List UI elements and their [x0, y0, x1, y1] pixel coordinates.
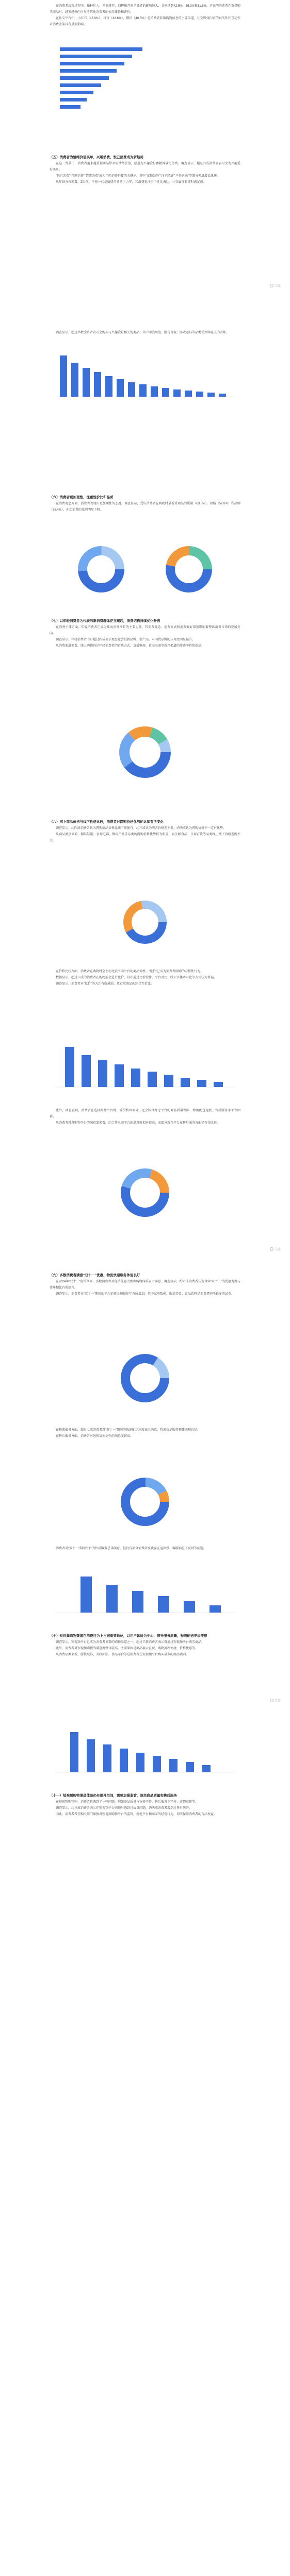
section-heading: （七）以年轻消费者为代表的新消费群体正在崛起，消费结构持续优化升级: [50, 619, 160, 623]
section-8: [0, 1108, 290, 1126]
bar: [60, 98, 87, 101]
paragraph: 调查显示，短视频平台已成为消费者重要的购物渠道之一，超过半数消费者表示曾通过短视频平台购买商品。: [56, 1641, 205, 1644]
bar-chart-figure: [0, 42, 290, 120]
section-heading: （八）网上商品价格与线下价格比较，消费者对网购价格优势的认知有所变化: [50, 820, 164, 824]
donut-chart-figure: [0, 896, 290, 948]
paragraph: 在这一背景下，消费者越来越重视商品带来的情绪价值，愿意为兴趣爱好和精神满足付费。调查显示，超过六成消费者表示会为兴趣爱好买单。: [50, 162, 240, 172]
vertical-bar-chart: [50, 1041, 240, 1092]
bar-chart-figure: [0, 1726, 290, 1777]
paragraph: 调查显示，年轻消费者中有超过四成表示更愿意尝试新品牌、新产品，对国货品牌的认可度明显提升。: [56, 638, 196, 641]
bar: [60, 62, 124, 65]
donut-chart: [50, 896, 240, 948]
paragraph: 从消费渠道来看，线上购物仍是年轻消费者的首选方式，直播电商、社交电商等新兴渠道的渗透率持续提高。: [56, 645, 205, 648]
donut-chart: [170, 551, 207, 588]
paragraph: 调查显示，消费者在“双十一”期间的平均消费金额较往年有所增加，其中家电数码、服装美妆、食品饮料是消费者购买最多的品类。: [56, 1293, 234, 1296]
paragraph: 数据显示，超过六成的消费者在购物前会进行比价，其中通过比价软件、平台对比、线下实体店对比等方式较为普遍。: [56, 976, 217, 979]
donut-chart-figure: [0, 1473, 290, 1530]
section-7: [0, 969, 290, 987]
paragraph: 从消费品类来看，服装配饰、美妆护肤、食品零食等是消费者在短视频平台购买最多的商品类别。: [56, 1653, 189, 1656]
paragraph: 消费者对“双十一”期间平台的售后服务总体满意，但仍有部分消费者反映存在退款慢、客服响应不及时等问题。: [56, 1547, 206, 1550]
horizontal-bar-chart: [50, 42, 240, 120]
donut-chart-figure: [0, 721, 290, 783]
bar: [60, 76, 109, 80]
paragraph: 此外，消费者对短视频购物的满意度整体较高，主要原因是商品展示直观、购物流程便捷、价格优惠等。: [56, 1647, 199, 1650]
paragraph: 在社交平台中，小红书（47.9%）、抖音（43.6%）、微信（40.5%）是消费者获取购物信息的主要渠道，社交媒体内容的真实性和互动性对消费决策具有重要影响。: [50, 17, 240, 26]
donut-chart: [83, 551, 120, 588]
donut-chart-pair: [50, 541, 240, 598]
bar: [60, 91, 93, 94]
paragraph: “悦己消费”“兴趣消费”“情绪消费”成为年轻消费群体的关键词，其中“宠物经济”“谷子经济”“户外运动”等细分领域增长迅速。: [56, 175, 220, 178]
bar-chart-figure: [0, 1571, 290, 1618]
paragraph: 从年龄分布来看，Z世代、千禧一代是情绪消费的主力军，其消费更注重个性化表达、社交属性和即时满足感。: [56, 181, 206, 184]
section-1: [0, 3, 290, 28]
bar: [60, 83, 101, 87]
donut-chart: [50, 1350, 240, 1406]
paragraph: 在消费观念方面，消费者表现出更加理性的态度。调查显示，受访消费者在购物时最看重商品的质量（63.5%）、价格（52.8%）和品牌（38.4%），冲动消费的比例明显下降。: [50, 502, 240, 512]
section-heading: （六）消费者更加理性，注重性价比和品质: [50, 496, 114, 499]
section-13: [0, 1793, 290, 1818]
vertical-bar-chart: [50, 1726, 240, 1777]
bar-chart-figure: [0, 350, 290, 402]
donut-chart: [50, 721, 240, 783]
section-heading: （十一）短视频购物渠道体验仍有提升空间，需要加强监管，规范商品质量和售后服务: [50, 1794, 177, 1798]
logo-icon: [270, 1699, 273, 1702]
section-3: [0, 330, 290, 336]
vertical-bar-chart: [50, 1571, 240, 1618]
paragraph: 在价格比较方面，消费者在购物时会主动比较不同平台的商品价格，“比价”已成为消费者网购的习惯性行为。: [56, 970, 203, 973]
watermark: 艾媒: [257, 1247, 281, 1253]
section-5: [0, 618, 290, 649]
donut-chart: [50, 1473, 240, 1530]
bar: [60, 69, 117, 73]
section-4: [0, 495, 290, 513]
section-9: [0, 1273, 290, 1297]
paragraph: 此外，调查发现，消费者在选择购物平台时，除价格因素外，还会综合考虑平台的商品质量保障、物流配送速度、售后服务水平等因素。: [50, 1109, 240, 1118]
watermark: 艾媒: [257, 283, 281, 290]
paragraph: 因此，消费者希望相关部门加强对短视频购物平台的监管，规范平台和商家的经营行为，切实保障消费者的合法权益。: [56, 1813, 217, 1816]
donut-chart-figure: [0, 541, 290, 598]
donut-chart: [50, 1164, 240, 1221]
donut-chart-figure: [0, 1350, 290, 1406]
paragraph: 调查显示，约四成消费者认为网购商品价格比线下更便宜，约三成认为两者价格差不多，约两成认为网购价格不一定有优势。: [56, 827, 227, 830]
paragraph: 调查显示，超过半数受访者表示会购买与兴趣爱好相关的商品，其中动漫周边、潮玩盲盒、游戏道具等品类受到年轻人的青睐。: [56, 331, 230, 334]
section-heading: （九）多数消费者满意“双十一”优惠，物流快递服务体验良好: [50, 1274, 140, 1277]
bar: [60, 55, 132, 58]
paragraph: 在消费者决策过程中，播种达人、电商推荐、口碑推荐对消费者的影响较大，分别达到42.5%、35.2%和31.6%。这表明消费者在选择购买商品时，越来越倾向于参考其他消费者的使用体验和评价。: [50, 5, 240, 14]
section-6: [0, 819, 290, 844]
donut-chart-figure: [0, 1164, 290, 1221]
logo-icon: [270, 284, 273, 287]
vertical-bar-chart: [50, 350, 240, 402]
paragraph: 在短视频购物中，消费者也遇到了一些问题，例如商品质量与宣传不符、售后服务不完善、虚假宣传等。: [56, 1801, 199, 1804]
section-12: [0, 1633, 290, 1658]
paragraph: 调查显示，约三成消费者表示在短视频平台购物时遇到过质量问题，约两成消费者遇到过售后纠纷。: [56, 1807, 192, 1810]
logo-icon: [270, 1247, 273, 1251]
paragraph: 从商品类别来看，服装鞋帽、家用电器、数码产品等品类的网购价格优势较为明显，而生鲜食品、日用百货等品类线上线下价格差距不大。: [50, 833, 240, 842]
bar-chart-figure: [0, 1041, 290, 1092]
section-heading: （十）短视频购物渠道在消费行为上占据重要地位，以用户体验为中心，提升服务质量，物流配送更加便捷: [50, 1634, 207, 1638]
bars: [60, 355, 226, 397]
section-10: [0, 1427, 290, 1439]
paragraph: 在物流服务方面，超过七成消费者对“双十一”期间的快递配送速度表示满意，物流快递服务整体表现良好。: [56, 1429, 200, 1432]
section-heading: （五）消费者为情绪价值买单，兴趣消费、悦己消费成为新趋势: [50, 156, 143, 159]
bar: [60, 47, 142, 51]
paragraph: 在售后服务方面，消费者对退换货便捷性的满意度较高。: [56, 1435, 134, 1438]
bars: [60, 47, 142, 109]
paragraph: 调查显示，消费者对“低价”的关注有所减弱，更看重商品的综合性价比。: [56, 982, 154, 986]
section-11: [0, 1546, 290, 1552]
paragraph: 从消费者对各购物平台的满意度来看，综合性电商平台的满意度相对较高，而部分新兴平台在售后服务方面仍有待改进。: [56, 1122, 220, 1125]
section-2: [0, 155, 290, 185]
paragraph: 在消费主体方面，年轻消费者正成为推动消费增长的主要力量，其消费观念、消费方式和消费偏好深刻影响着整体消费市场的发展方向。: [50, 626, 240, 635]
paragraph: 在2024年“双十一”促销期间，多数消费者对促销优惠力度和购物体验表示满意，调查显示，约六成消费者认为今年“双十一”的优惠力度与往年相比有所提升。: [50, 1280, 240, 1290]
bar: [60, 105, 80, 109]
watermark: 艾媒: [257, 1698, 281, 1704]
